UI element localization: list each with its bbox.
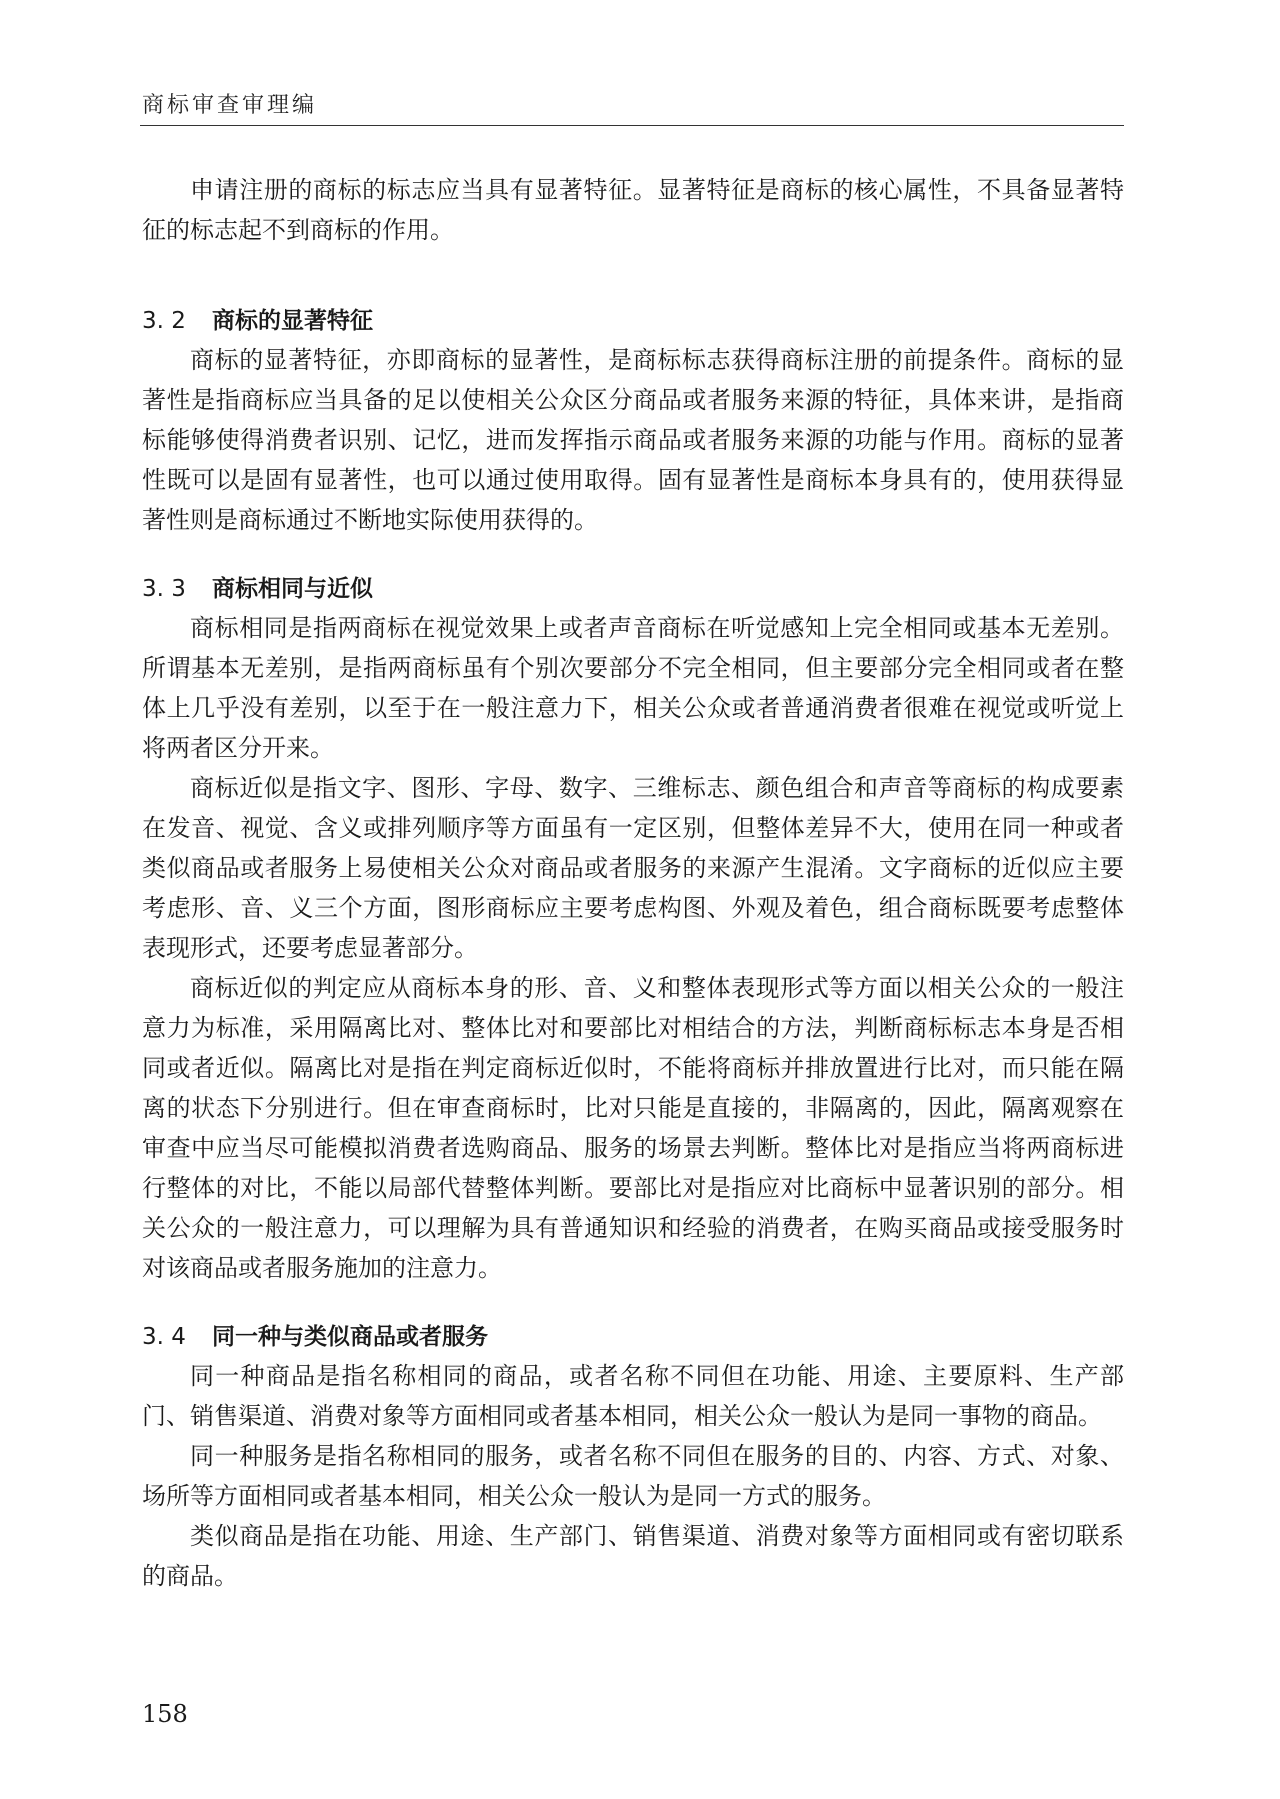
section-number: 3. 4 (142, 1324, 186, 1350)
section-3-3 (142, 570, 1124, 1288)
section-heading (142, 302, 1124, 340)
paragraph: 商标近似是指文字、图形、字母、数字、三维标志、颜色组合和声音等商标的构成要素在发音、视觉、含义或排列顺序等方面虽有一定区别，但整体差异不大，使用在同一种或者类似商品或者服务上易使相关公众对商品或者服务的来源产生混淆。文字商标的近似应主要考虑形、音、义三个方面，图形商标应主要考虑构图、外观及着色，组合商标既要考虑整体表现形式，还要考虑显著部分。 (142, 774, 1124, 962)
section-number: 3. 2 (142, 308, 186, 334)
header-rule (140, 125, 1124, 126)
section-title: 商标的显著特征 (212, 308, 373, 334)
paragraph: 类似商品是指在功能、用途、生产部门、销售渠道、消费对象等方面相同或有密切联系的商品。 (142, 1522, 1124, 1590)
section-3-4 (142, 1318, 1124, 1596)
paragraph: 同一种服务是指名称相同的服务，或者名称不同但在服务的目的、内容、方式、对象、场所等方面相同或者基本相同，相关公众一般认为是同一方式的服务。 (142, 1442, 1124, 1510)
paragraph: 商标近似的判定应从商标本身的形、音、义和整体表现形式等方面以相关公众的一般注意力为标准，采用隔离比对、整体比对和要部比对相结合的方法，判断商标标志本身是否相同或者近似。隔离比对是指在判定商标近似时，不能将商标并排放置进行比对，而只能在隔离的状态下分别进行。但在审查商标时，比对只能是直接的，非隔离的，因此，隔离观察在审查中应当尽可能模拟消费者选购商品、服务的场景去判断。整体比对是指应当将两商标进行整体的对比，不能以局部代替整体判断。要部比对是指应对比商标中显著识别的部分。相关公众的一般注意力，可以理解为具有普通知识和经验的消费者，在购买商品或接受服务时对该商品或者服务施加的注意力。 (142, 974, 1124, 1282)
running-header: 商标审查审理编 (142, 93, 318, 118)
section-number: 3. 3 (142, 576, 186, 602)
paragraph: 商标相同是指两商标在视觉效果上或者声音商标在听觉感知上完全相同或基本无差别。所谓基本无差别，是指两商标虽有个别次要部分不完全相同，但主要部分完全相同或者在整体上几乎没有差别，以至于在一般注意力下，相关公众或者普通消费者很难在视觉或听觉上将两者区分开来。 (142, 614, 1124, 762)
paragraph: 商标的显著特征，亦即商标的显著性，是商标标志获得商标注册的前提条件。商标的显著性是指商标应当具备的足以使相关公众区分商品或者服务来源的特征，具体来讲，是指商标能够使得消费者识别、记忆，进而发挥指示商品或者服务来源的功能与作用。商标的显著性既可以是固有显著性，也可以通过使用取得。固有显著性是商标本身具有的，使用获得显著性则是商标通过不断地实际使用获得的。 (142, 346, 1124, 534)
section-title: 商标相同与近似 (212, 576, 373, 602)
paragraph: 同一种商品是指名称相同的商品，或者名称不同但在功能、用途、主要原料、生产部门、销售渠道、消费对象等方面相同或者基本相同，相关公众一般认为是同一事物的商品。 (142, 1362, 1124, 1430)
page-number: 158 (142, 1700, 188, 1728)
section-heading (142, 570, 1124, 608)
intro-paragraph: 申请注册的商标的标志应当具有显著特征。显著特征是商标的核心属性，不具备显著特征的标志起不到商标的作用。 (142, 176, 1124, 244)
section-3-2 (142, 302, 1124, 540)
section-title: 同一种与类似商品或者服务 (212, 1324, 488, 1350)
page-body (142, 170, 1124, 1596)
section-heading (142, 1318, 1124, 1356)
